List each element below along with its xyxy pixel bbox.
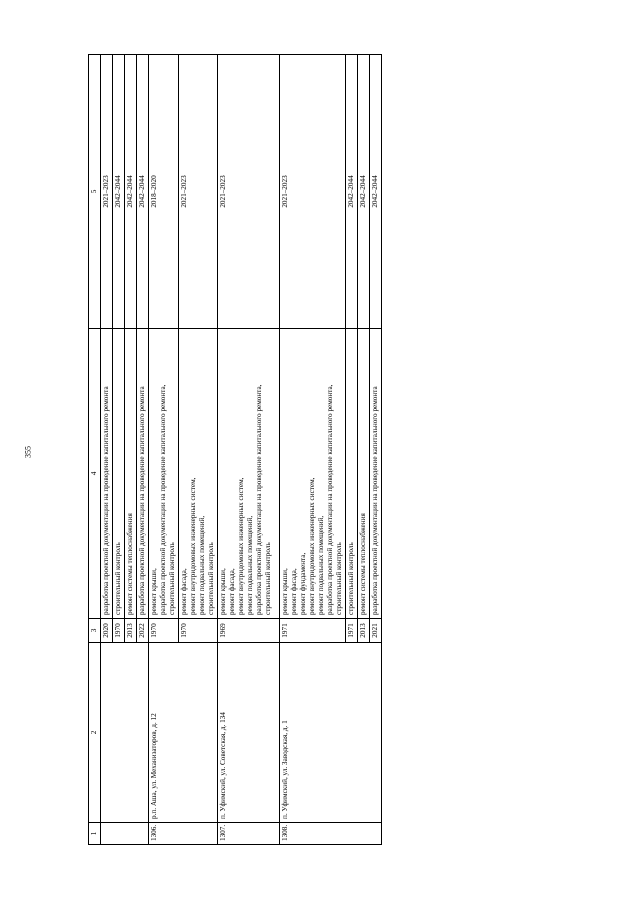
table-row xyxy=(280,55,346,845)
building-address xyxy=(101,643,149,823)
row-number: 1308. xyxy=(280,823,382,845)
table-row xyxy=(218,55,280,845)
row-number: 1307. xyxy=(218,823,280,845)
table-body xyxy=(101,55,382,845)
period-cell: 2021–2023 xyxy=(280,55,346,329)
period-cell: 2042–2044 xyxy=(346,55,358,329)
column-header: 3 xyxy=(89,619,101,643)
column-header: 5 xyxy=(89,55,101,329)
year-cell: 2021 xyxy=(370,619,382,643)
header-row xyxy=(89,55,101,845)
period-cell: 2021–2023 xyxy=(101,55,113,329)
period-cell: 2042–2044 xyxy=(358,55,370,329)
work-type-cell: ремонт крыши, ремонт фасада, ремонт фундамента, ремонт внутридомовых инженерных систем, ремонт подвальных помещений, разработка проектной документации на проведение капитального ремонта, строительный контроль xyxy=(280,329,346,619)
period-cell: 2042–2044 xyxy=(113,55,125,329)
year-cell: 1971 xyxy=(346,619,358,643)
work-type-cell: ремонт фасада, ремонт внутридомовых инженерных систем, ремонт подвальных помещений, строительный контроль xyxy=(179,329,218,619)
row-number: 1306. xyxy=(149,823,218,845)
work-type-cell: разработка проектной документации на проведение капитального ремонта xyxy=(370,329,382,619)
work-type-cell: ремонт системы теплоснабжения xyxy=(358,329,370,619)
work-type-cell: ремонт крыши, ремонт фасада, ремонт внутридомовых инженерных систем, ремонт подвальных помещений, разработка проектной документации на проведение капитального ремонта, строительный контроль xyxy=(218,329,280,619)
work-type-cell: строительный контроль xyxy=(346,329,358,619)
year-cell: 2020 xyxy=(101,619,113,643)
year-cell: 1971 xyxy=(280,619,346,643)
column-header: 2 xyxy=(89,643,101,823)
work-type-cell: разработка проектной документации на проведение капитального ремонта xyxy=(137,329,149,619)
work-type-cell: ремонт крыши, разработка проектной документации на проведение капитального ремонта, строительный контроль xyxy=(149,329,179,619)
period-cell: 2018–2020 xyxy=(149,55,179,329)
period-cell: 2042–2044 xyxy=(370,55,382,329)
repair-schedule-table xyxy=(88,54,382,845)
work-type-cell: разработка проектной документации на проведение капитального ремонта xyxy=(101,329,113,619)
year-cell: 2022 xyxy=(137,619,149,643)
year-cell: 1970 xyxy=(149,619,179,643)
page-number: 355 xyxy=(23,446,33,458)
table-row xyxy=(101,55,113,845)
column-header: 4 xyxy=(89,329,101,619)
period-cell: 2021–2023 xyxy=(179,55,218,329)
rotated-table-container xyxy=(88,55,498,845)
year-cell: 1969 xyxy=(218,619,280,643)
year-cell: 1970 xyxy=(179,619,218,643)
year-cell: 2013 xyxy=(125,619,137,643)
work-type-cell: строительный контроль xyxy=(113,329,125,619)
period-cell: 2021–2023 xyxy=(218,55,280,329)
period-cell: 2042–2044 xyxy=(125,55,137,329)
building-address: п. Уфимский, ул. Заводская, д. 1 xyxy=(280,643,382,823)
year-cell: 2013 xyxy=(358,619,370,643)
work-type-cell: ремонт системы теплоснабжения xyxy=(125,329,137,619)
building-address: п. Уфимский, ул. Советская, д. 134 xyxy=(218,643,280,823)
building-address: р.п. Аша, ул. Механизаторов, д. 12 xyxy=(149,643,218,823)
row-number xyxy=(101,823,149,845)
table-row xyxy=(149,55,179,845)
period-cell: 2042–2044 xyxy=(137,55,149,329)
column-header: 1 xyxy=(89,823,101,845)
year-cell: 1970 xyxy=(113,619,125,643)
